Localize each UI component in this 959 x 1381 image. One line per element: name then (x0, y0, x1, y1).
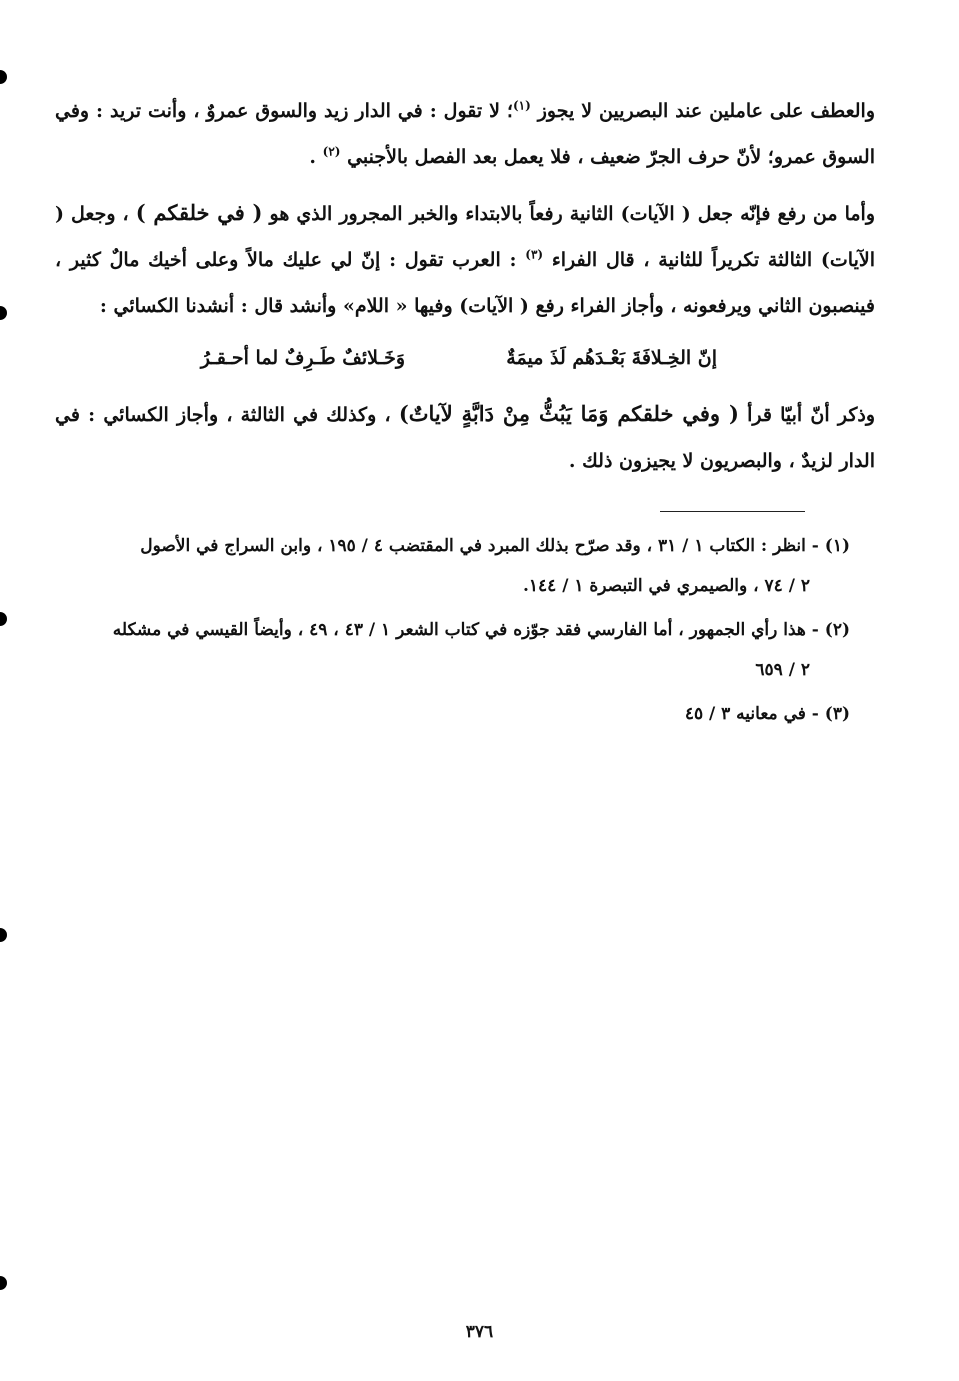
binding-hole-mark (0, 928, 7, 942)
binding-hole-mark (0, 70, 7, 84)
footnote-text: - انظر : الكتاب ١ / ٣١ ، وقد صرّح بذلك المبرد في المقتضب ٤ / ١٩٥ ، وابن السراج في الأصول (140, 536, 825, 556)
verse-second-hemistich: وَخَـلائفٌ طَـرِفٌ لما أحـقـرُ (200, 347, 405, 369)
footnote-text: - هذا رأي الجمهور ، أما الفارسي فقد جوّزه في كتاب الشعر ١ / ٤٣ ، ٤٩ ، وأيضاً القيسي في مشكله (112, 620, 825, 640)
footnote-text-continued: ٢ / ٦٥٩ (755, 660, 810, 680)
quran-quote: ( في خلقكم ) (135, 200, 263, 225)
paragraph-2-part-a: وأما من رفع فإنّه جعل ( الآيات) الثانية رفعاً بالابتداء والخبر المجرور الذي هو (262, 203, 875, 225)
paragraph-1-part-c: . (309, 146, 323, 168)
paragraph-2-part-c: : العرب تقول : إنّ لي عليك مالاً وعلى أخيك مالٌ كثير ، فينصبون الثاني ويرفعونه ، وأجاز الفراء رفع ( الآيات) وفيها « اللام» وأنشد قال : أنشدنا الكسائي : (55, 249, 875, 317)
binding-hole-mark (0, 306, 7, 320)
page-number: ٣٧٦ (465, 1322, 494, 1342)
footnote-ref-3[interactable]: (٣) (525, 247, 544, 262)
footnote-2 (80, 610, 850, 690)
footnote-number: (٢) (824, 620, 850, 640)
footnote-number: (١) (824, 536, 850, 556)
footnote-separator (660, 511, 805, 512)
poetry-verse (55, 335, 875, 387)
footnotes (80, 526, 850, 738)
footnote-3 (80, 694, 850, 734)
binding-hole-mark (0, 612, 7, 626)
verse-first-hemistich: إنّ الخِـلافَةَ بَعْـدَهُم لَذَ ميمَةٌ (506, 347, 717, 369)
paragraph-1-part-b: ؛ لا تقول : في الدار زيد والسوق عمروٌ ، وأنت تريد : وفي السوق عمرو؛ لأنّ حرف الجرّ ضعيف ، فلا يعمل بعد الفصل بالأجنبي (55, 100, 875, 168)
footnote-text: - في معانيه ٣ / ٤٥ (684, 704, 825, 724)
footnote-1 (80, 526, 850, 606)
paragraph-3-part-b: ، وكذلك في الثالثة ، وأجاز الكسائي : في الدار لزيدٌ ، والبصريون لا يجيزون ذلك . (55, 404, 875, 472)
footnote-text-continued: ٢ / ٧٤ ، والصيمري في التبصرة ١ / ١٤٤. (522, 576, 810, 596)
binding-hole-mark (0, 1276, 7, 1290)
paragraph-3-part-a: وذكر أنّ أبيّا قرأ (738, 404, 876, 426)
paragraph-2 (55, 190, 875, 329)
paragraph-2-part-b: ، وجعل ( الآيات) الثالثة تكريراً للثانية ، قال الفراء (55, 203, 876, 271)
quran-quote: ( وفي خلقكم وَمَا يَبُثُّ مِنْ دَابَّةٍ لآياتٌ) (398, 401, 739, 426)
footnote-number: (٣) (824, 704, 850, 724)
footnote-ref-1[interactable]: (١) (512, 98, 531, 113)
footnote-ref-2[interactable]: (٢) (322, 144, 341, 159)
paragraph-1 (55, 88, 875, 180)
paragraph-3 (55, 391, 875, 484)
paragraph-1-part-a: والعطف على عاملين عند البصريين لا يجوز (530, 100, 876, 122)
main-text (55, 88, 875, 494)
